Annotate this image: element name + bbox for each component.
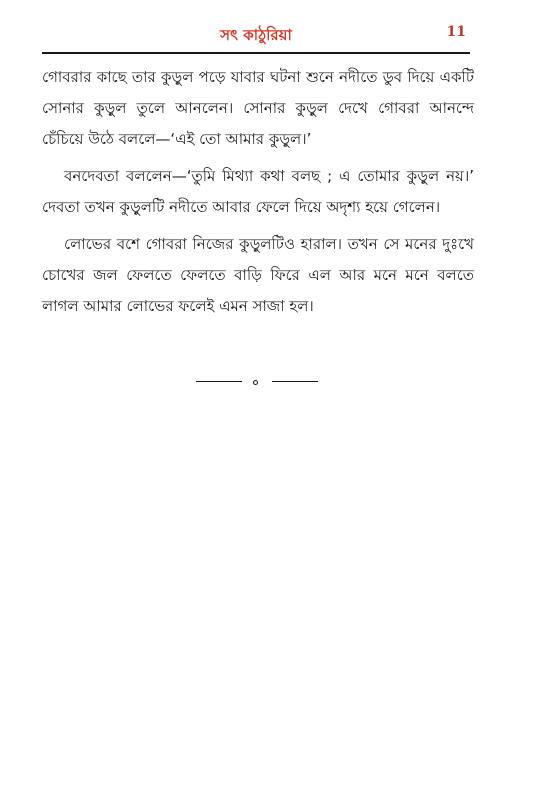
- body-text: [42, 62, 474, 328]
- page-number: 11: [446, 24, 466, 40]
- section-end-ornament: [196, 374, 318, 388]
- paragraph-1: গোবরার কাছে তার কুড়ুল পড়ে যাবার ঘটনা শুনে নদীতে ডুব দিয়ে একটি সোনার কুড়ুল তুলে আনলেন। সোনার কুড়ুল দেখে গোবরা আনন্দে চেঁচিয়ে উঠে বললে—‘এই তো আমার কুড়ুল।’: [42, 68, 474, 148]
- ornament-left-line: [196, 381, 242, 382]
- page-header: [42, 22, 470, 48]
- paragraph-2: বনদেবতা বললেন—‘তুমি মিথ্যা কথা বলছ ; এ তোমার কুড়ুল নয়।’ দেবতা তখন কুড়ুলটি নদীতে আবার ফেলে দিয়ে অদৃশ্য হয়ে গেলেন।: [42, 167, 474, 216]
- ornament-dot: [253, 380, 258, 385]
- ornament-right-line: [272, 381, 318, 382]
- paragraph-3: লোভের বশে গোবরা নিজের কুড়ুলটিও হারাল। তখন সে মনের দুঃখে চোখের জল ফেলতে ফেলতে বাড়ি ফিরে এল আর মনে মনে বলতে লাগল আমার লোভের ফলেই এমন সাজা হল।: [42, 235, 474, 315]
- running-title: সৎ কাঠুরিয়া: [220, 26, 292, 44]
- header-rule: [42, 52, 470, 54]
